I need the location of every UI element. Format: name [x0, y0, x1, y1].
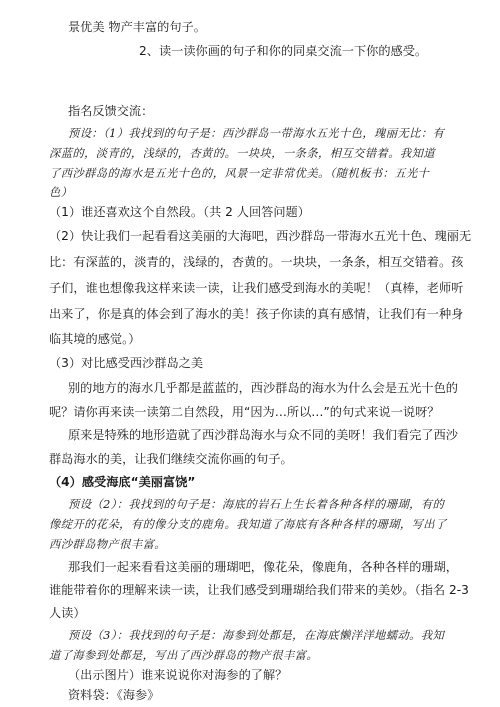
text-line: 预设（3）：我找到的句子是：海参到处都是，在海底懒洋洋地蠕动。我知 [68, 629, 445, 642]
text-line: 子们，谁也想像我这样来读一读，让我们感受到海水的美呢！（真棒，老师听 [49, 281, 464, 295]
text-line: （出示图片）谁来说说你对海参的了解？ [68, 668, 288, 682]
text-line: 那我们一起来看看这美丽的珊瑚吧，像花朵，像鹿角，各种各样的珊瑚， [68, 560, 458, 574]
text-line: 道了海参到处都是，写出了西沙群岛的物产很丰富。 [49, 649, 319, 662]
text-line: 人读） [49, 606, 86, 620]
text-line: 预设（2）：我找到的句子是：海底的岩石上生长着各种各样的珊瑚，有的 [68, 498, 445, 511]
text-line: 西沙群岛物产很丰富。 [49, 538, 166, 551]
text-line: 色） [49, 186, 73, 199]
text-line: 资料袋：《海参》 [68, 688, 160, 702]
text-line: 指名反馈交流： [68, 104, 154, 118]
section-heading: （4）感受海底“美丽富饶” [49, 475, 196, 489]
text-line: 出来了，你是真的体会到了海水的美！孩子你读的真有感情，让我们有一种身 [49, 307, 464, 321]
text-line: 景优美 物产丰富的句子。 [68, 20, 206, 34]
text-line: 别的地方的海水几乎都是蓝蓝的，西沙群岛的海水为什么会是五光十色的 [68, 381, 458, 395]
text-line: 像绽开的花朵，有的像分支的鹿角。我知道了海底有各种各样的珊瑚，写出了 [49, 518, 447, 531]
text-line: （2）快让我们一起看看这美丽的大海吧，西沙群岛一带海水五光十色、瑰丽无 [49, 229, 472, 243]
text-line: （3）对比感受西沙群岛之美 [49, 356, 204, 370]
text-line: 谁能带着你的理解来读一读，让我们感受到珊瑚给我们带来的美妙。（指名 2-3 [49, 583, 469, 597]
text-line: 预设：（1）我找到的句子是：西沙群岛一带海水五光十色，瑰丽无比：有 [68, 127, 445, 140]
text-line: （1）谁还喜欢这个自然段。（共 2 人回答问题） [49, 205, 310, 219]
text-line: 呢？请你再来读一读第二自然段，用“因为…所以…”的句式来说一说呀？ [49, 405, 440, 419]
text-line: 了西沙群岛的海水是五光十色的，风景一定非常优美。（随机板书：五光十 [49, 167, 430, 180]
text-line: 2、读一读你画的句子和你的同桌交流一下你的感受。 [139, 44, 428, 58]
text-line: 临其境的感觉。） [49, 332, 141, 346]
text-line: 深蓝的，淡青的，浅绿的，杏黄的。一块块，一条条，相互交错着。我知道 [49, 147, 436, 160]
text-line: 群岛海水的美，让我们继续交流你画的句子。 [49, 452, 293, 466]
text-line: 比：有深蓝的，淡青的，浅绿的，杏黄的。一块块，一条条，相互交错着。孩 [49, 255, 464, 269]
text-line: 原来是特殊的地形造就了西沙群岛海水与众不同的美呀！我们看完了西沙 [68, 428, 458, 442]
